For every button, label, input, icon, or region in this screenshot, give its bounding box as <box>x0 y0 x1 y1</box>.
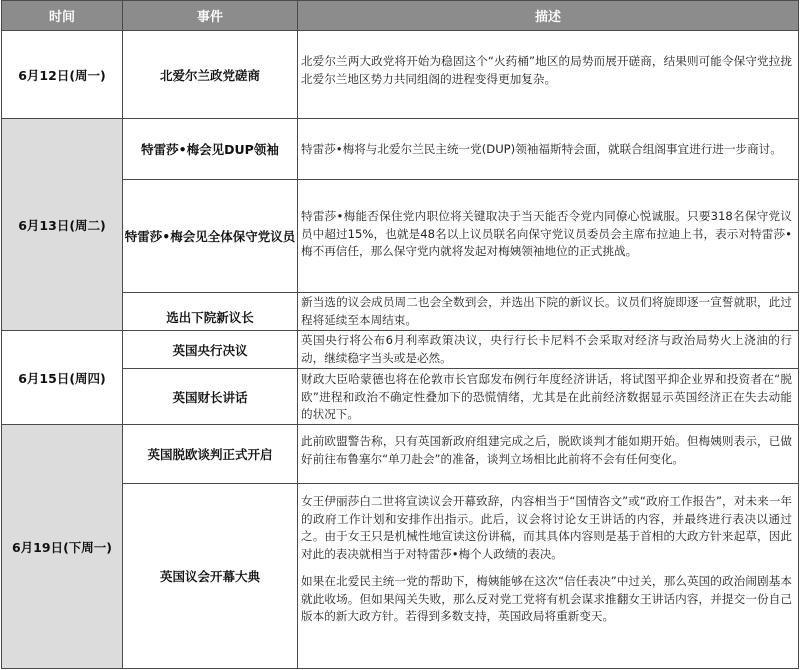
description-cell: 北爱尔兰两大政党将开始为稳固这个“火药桶”地区的局势而展开磋商，结果则可能令保守党拉拢北爱尔兰地区势力共同组阁的进程变得更加复杂。 <box>298 31 799 119</box>
description-cell <box>298 484 799 669</box>
description-cell: 英国央行将公布6月利率政策决议，央行行长卡尼料不会采取对经济与政治局势火上浇油的行动，继续稳字当头或是必然。 <box>298 331 799 369</box>
schedule-table <box>1 0 799 669</box>
date-cell: 6月15日(周四) <box>1 331 123 425</box>
header-time: 时间 <box>1 0 123 31</box>
event-cell: 北爱尔兰政党磋商 <box>123 31 298 119</box>
description-cell: 新当选的议会成员周二也会全数到会，并选出下院的新议长。议员们将旋即逐一宣誓就职，此过程将延续至本周结束。 <box>298 293 799 331</box>
event-cell: 英国议会开幕大典 <box>123 484 298 669</box>
event-cell: 选出下院新议长 <box>123 293 298 331</box>
event-cell: 英国财长讲话 <box>123 369 298 425</box>
event-cell: 特雷莎•梅会见DUP领袖 <box>123 119 298 180</box>
description-cell: 此前欧盟警告称，只有英国新政府组建完成之后，脱欧谈判才能如期开始。但梅姨则表示，已做好前往布鲁塞尔“单刀赴会”的准备，谈判立场相比此前将不会有任何变化。 <box>298 425 799 484</box>
description-paragraph: 如果在北爱民主统一党的帮助下，梅姨能够在这次“信任表决”中过关，那么英国的政治闹剧基本就此收场。但如果闯关失败，那么反对党工党将有机会谋求推翻女王讲话内容，并提交一份自己版本的新大政方针。若得到多数支持，英国政局将重新变天。 <box>301 574 792 623</box>
date-cell: 6月13日(周二) <box>1 119 123 331</box>
header-description: 描述 <box>298 0 799 31</box>
description-cell: 财政大臣哈蒙德也将在伦敦市长官邸发布例行年度经济讲话，将试图平抑企业界和投资者在“脱欧”进程和政治不确定性叠加下的恐慌情绪，尤其是在此前经济数据显示英国经济正在失去动能的状况下。 <box>298 369 799 425</box>
event-cell: 英国脱欧谈判正式开启 <box>123 425 298 484</box>
event-cell: 特雷莎•梅会见全体保守党议员 <box>123 180 298 293</box>
description-cell: 特雷莎•梅将与北爱尔兰民主统一党(DUP)领袖福斯特会面，就联合组阁事宜进行进一步商讨。 <box>298 119 799 180</box>
date-cell: 6月19日(下周一) <box>1 425 123 669</box>
description-paragraph: 女王伊丽莎白二世将宣读议会开幕致辞，内容相当于“国情咨文”或“政府工作报告”，对未来一年的政府工作计划和安排作出指示。此后，议会将讨论女王讲话的内容，并最终进行表决以通过之。由于女王只是机械性地宣读这份讲稿，而其具体内容则是基于首相的大政方针来起草，因此对此的表决就相当于对特雷莎•梅个人政绩的表决。 <box>301 494 792 561</box>
date-cell: 6月12日(周一) <box>1 31 123 119</box>
header-event: 事件 <box>123 0 298 31</box>
event-cell: 英国央行决议 <box>123 331 298 369</box>
description-cell: 特雷莎•梅能否保住党内职位将关键取决于当天能否令党内同僚心悦诚服。只要318名保守党议员中超过15%，也就是48名以上议员联名向保守党议员委员会主席布拉迪上书，表示对特雷莎•梅不再信任，那么保守党内就将发起对梅姨领袖地位的正式挑战。 <box>298 180 799 293</box>
